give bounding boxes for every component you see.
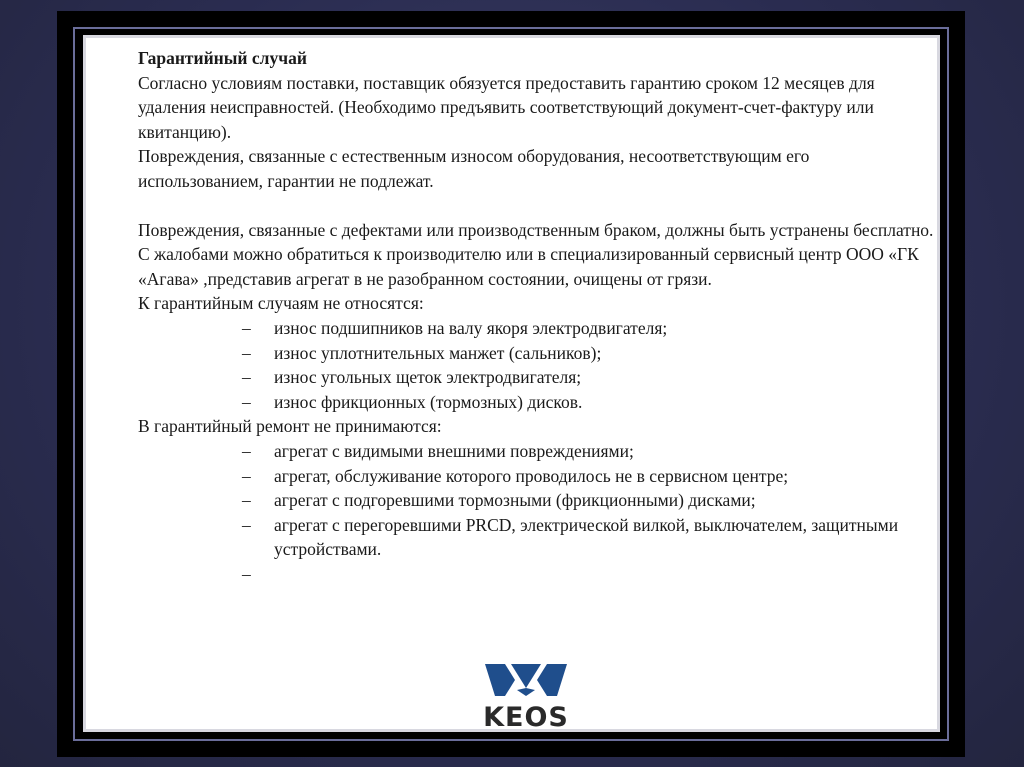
list-item — [242, 365, 938, 390]
list-item-text: агрегат с видимыми внешними повреждениями; — [274, 440, 634, 461]
not-warranty-list — [138, 316, 938, 414]
spacer — [138, 194, 938, 218]
paragraph-defects: Повреждения, связанные с дефектами или производственным браком, должны быть устранены бесплатно. — [138, 219, 934, 240]
paragraph-complaints: С жалобами можно обратиться к производителю или в специализированный сервисный центр ООО «ГК «Агава» ,представив агрегат в не разобранном состоянии, очищены от грязи. — [138, 244, 919, 289]
paragraph-warranty-terms: Согласно условиям поставки, поставщик обязуется предоставить гарантию сроком 12 месяцев для удаления неисправностей. (Необходимо предъявить соответствующий документ-счет-фактуру или квитанцию). — [138, 72, 875, 142]
dash-marker: – — [242, 465, 251, 486]
list-item — [242, 316, 938, 341]
list-item-text: износ уплотнительных манжет (сальников); — [274, 342, 602, 363]
not-accepted-title: В гарантийный ремонт не принимаются: — [138, 416, 442, 437]
document-heading: Гарантийный случай — [138, 48, 307, 68]
slide-inner-frame — [73, 27, 949, 741]
dash-marker: – — [242, 317, 251, 338]
keos-logo — [481, 658, 571, 733]
not-warranty-title: К гарантийным случаям не относятся: — [138, 293, 424, 314]
dash-marker: – — [242, 514, 251, 535]
dash-marker: – — [242, 490, 251, 511]
list-item-text: износ фрикционных (тормозных) дисков. — [274, 391, 583, 412]
list-item-text: износ угольных щеток электродвигателя; — [274, 367, 582, 388]
dash-marker: – — [242, 391, 251, 412]
list-item — [242, 390, 938, 415]
list-item — [242, 341, 938, 366]
list-item — [242, 439, 938, 464]
list-item-empty — [242, 562, 938, 587]
dash-marker: – — [242, 563, 251, 584]
dash-marker: – — [242, 440, 251, 461]
list-item — [242, 464, 938, 489]
document-page — [83, 35, 940, 732]
list-item-text: агрегат с подгоревшими тормозными (фрикционными) дисками; — [274, 490, 756, 511]
dash-marker: – — [242, 367, 251, 388]
dash-marker: – — [242, 342, 251, 363]
list-item — [242, 513, 938, 562]
keos-logo-mark — [481, 658, 571, 702]
list-item — [242, 488, 938, 513]
paragraph-wear-damage: Повреждения, связанные с естественным износом оборудования, несоответствующим его использованием, гарантии не подлежат. — [138, 146, 810, 191]
keos-logo-text: KEOS — [483, 702, 569, 733]
list-item-text: износ подшипников на валу якоря электродвигателя; — [274, 317, 668, 338]
list-item-text: агрегат с перегоревшими PRCD, электрической вилкой, выключателем, защитными устройствами. — [274, 514, 899, 560]
list-item-text: агрегат, обслуживание которого проводилось не в сервисном центре; — [274, 465, 789, 486]
document-content — [138, 46, 938, 586]
slide-frame — [57, 11, 965, 757]
not-accepted-list — [138, 439, 938, 587]
